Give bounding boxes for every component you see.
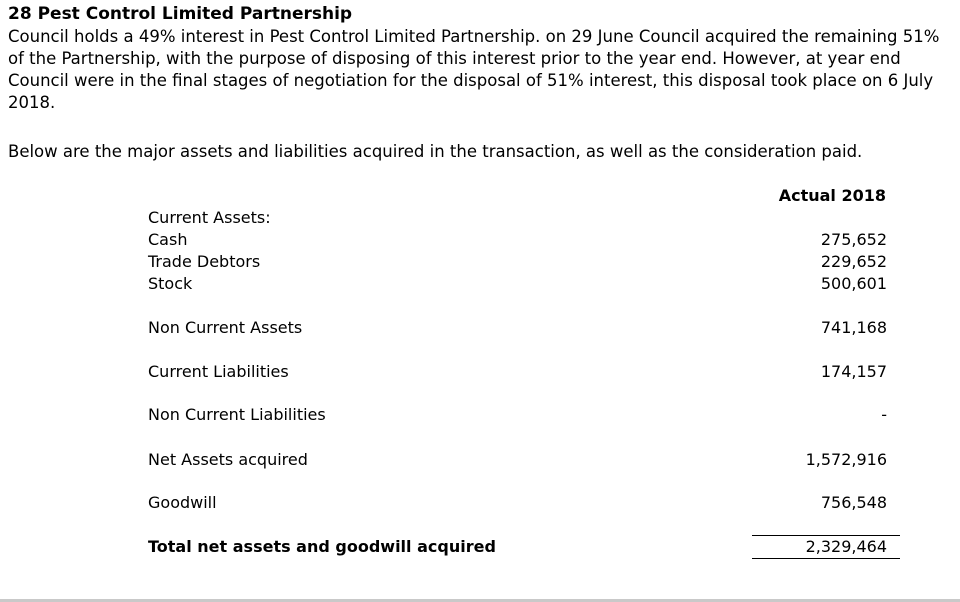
row-label-non-current-assets: Non Current Assets xyxy=(148,318,303,337)
row-label-goodwill: Goodwill xyxy=(148,493,217,512)
total-bottom-rule xyxy=(752,558,900,559)
row-value-cash: 275,652 xyxy=(820,230,887,249)
row-label-trade-debtors: Trade Debtors xyxy=(148,252,261,271)
row-label-current-liabilities: Current Liabilities xyxy=(148,362,289,381)
row-value-stock: 500,601 xyxy=(820,274,887,293)
row-value-current-liabilities: 174,157 xyxy=(820,362,887,381)
note-paragraph: Council holds a 49% interest in Pest Control Limited Partnership. on 29 June Council acquired the remaining 51% of the Partnership, with the purpose of disposing of this interest prior to the year end. However, at year end Council were in the final stages of negotiation for the disposal of 51% interest, this disposal took place on 6 July 2018. xyxy=(8,27,940,112)
row-label-cash: Cash xyxy=(148,230,188,249)
row-label-non-current-liabilities: Non Current Liabilities xyxy=(148,405,326,424)
row-label-total: Total net assets and goodwill acquired xyxy=(148,537,496,556)
row-value-net-assets-acquired: 1,572,916 xyxy=(805,450,887,469)
row-label-stock: Stock xyxy=(148,274,193,293)
row-value-non-current-assets: 741,168 xyxy=(820,318,887,337)
current-assets-label: Current Assets: xyxy=(148,208,271,227)
row-value-trade-debtors: 229,652 xyxy=(820,252,887,271)
column-header-actual-2018: Actual 2018 xyxy=(778,186,886,205)
row-value-goodwill: 756,548 xyxy=(820,493,887,512)
row-value-non-current-liabilities: - xyxy=(881,405,887,424)
table-intro: Below are the major assets and liabilities acquired in the transaction, as well as the consideration paid. xyxy=(8,142,863,161)
row-value-total: 2,329,464 xyxy=(805,537,887,556)
row-label-net-assets-acquired: Net Assets acquired xyxy=(148,450,308,469)
note-heading: 28 Pest Control Limited Partnership xyxy=(8,4,353,24)
